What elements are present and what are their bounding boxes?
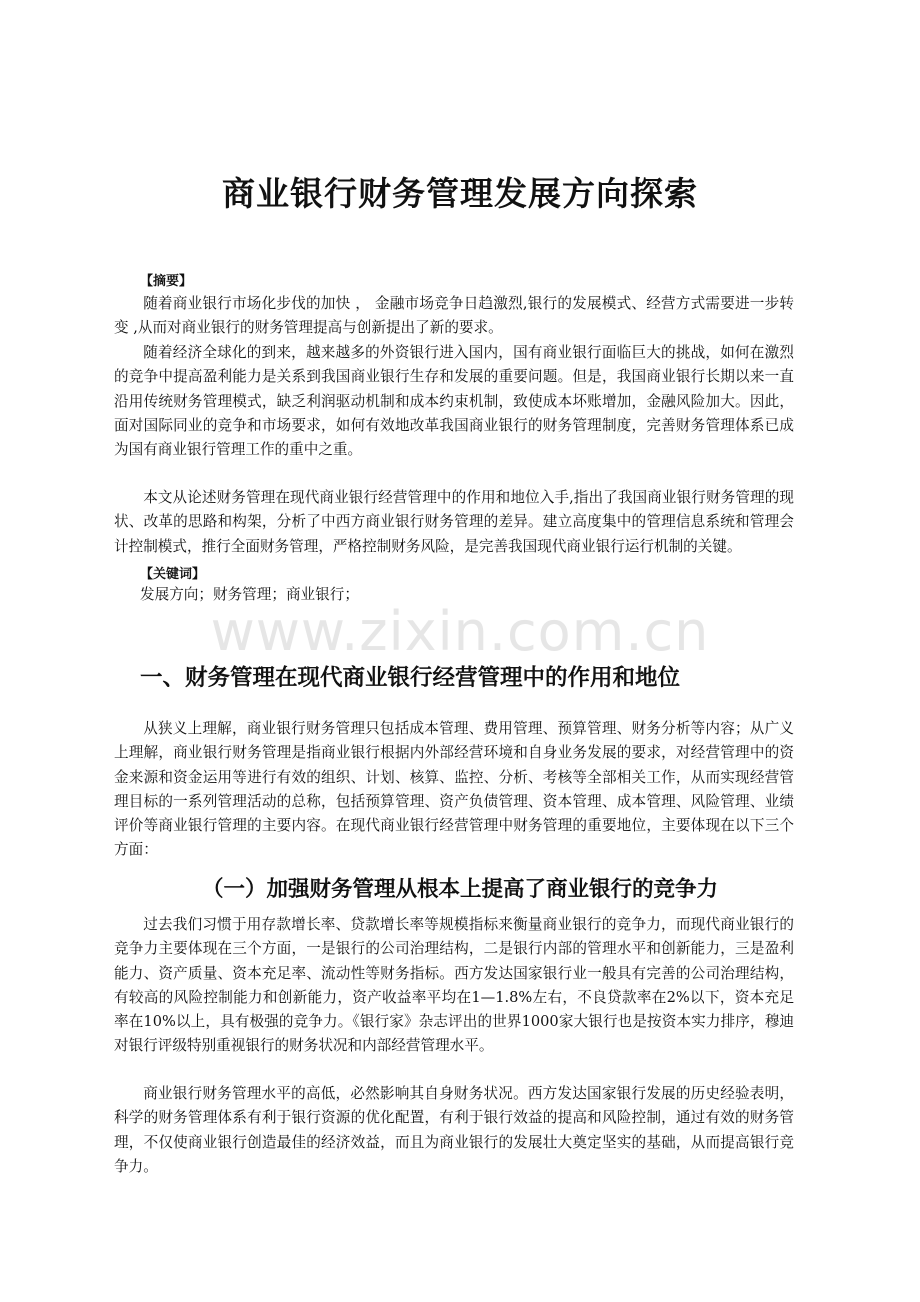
page-title: 商业银行财务管理发展方向探索 xyxy=(222,174,698,213)
abstract-label: 【摘要】 xyxy=(140,274,193,289)
subsection-heading-1: （一）加强财务管理从根本上提高了商业银行的竞争力 xyxy=(201,877,718,902)
abstract-paragraph-3: 本文从论述财务管理在现代商业银行经营管理中的作用和地位入手,指出了我国商业银行财务管理的现状、改革的思路和构架，分析了中西方商业银行财务管理的差异。建立高度集中的管理信息系统和管理会计控制模式，推行全面财务管理，严格控制财务风险，是完善我国现代商业银行运行机制的关键。 xyxy=(114,489,794,555)
abstract-paragraph-2: 随着经济全球化的到来，越来越多的外资银行进入国内，国有商业银行面临巨大的挑战，如何在激烈的竞争中提高盈利能力是关系到我国商业银行生存和发展的重要问题。但是，我国商业银行长期以来一直沿用传统财务管理模式，缺乏利润驱动机制和成本约束机制，致使成本坏账增加，金融风险加大。因此，面对国际同业的竞争和市场要求，如何有效地改革我国商业银行的财务管理制度，完善财务管理体系已成为国有商业银行管理工作的重中之重。 xyxy=(114,344,794,459)
keywords-text: 发展方向；财务管理；商业银行； xyxy=(140,586,359,603)
watermark: www.zixin.com.cn xyxy=(210,600,710,663)
abstract-paragraph-1: 随着商业银行市场化步伐的加快 ， 金融市场竞争日趋激烈,银行的发展模式、经营方式需要进一步转变 ,从而对商业银行的财务管理提高与创新提出了新的要求。 xyxy=(114,295,794,337)
section-1-paragraph: 从狭义上理解，商业银行财务管理只包括成本管理、费用管理、预算管理、财务分析等内容；从广义上理解，商业银行财务管理是指商业银行根据内外部经营环境和自身业务发展的要求，对经营管理中的资金来源和资金运用等进行有效的组织、计划、核算、监控、分析、考核等全部相关工作，从而实现经营管理目标的一系列管理活动的总称，包括预算管理、资产负债管理、资本管理、成本管理、风险管理、业绩评价等商业银行管理的主要内容。在现代商业银行经营管理中财务管理的重要地位，主要体现在以下三个方面： xyxy=(114,720,794,859)
subsection-1-paragraph-1: 过去我们习惯于用存款增长率、贷款增长率等规模指标来衡量商业银行的竞争力，而现代商业银行的竞争力主要体现在三个方面，一是银行的公司治理结构，二是银行内部的管理水平和创新能力，三是盈利能力、资产质量、资本充足率、流动性等财务指标。西方发达国家银行业一般具有完善的公司治理结构，有较高的风险控制能力和创新能力，资产收益率平均在1—1.8%左右，不良贷款率在2%以下，资本充足率在10%以上，具有极强的竞争力。《银行家》杂志评出的世界1000家大银行也是按资本实力排序，穆迪对银行评级特别重视银行的财务状况和内部经营管理水平。 xyxy=(114,916,794,1055)
subsection-1-paragraph-2: 商业银行财务管理水平的高低，必然影响其自身财务状况。西方发达国家银行发展的历史经验表明，科学的财务管理体系有利于银行资源的优化配置，有利于银行效益的提高和风险控制，通过有效的财务管理，不仅使商业银行创造最佳的经济效益，而且为商业银行的发展壮大奠定坚实的基础，从而提高银行竞争力。 xyxy=(114,1085,794,1175)
section-heading-1: 一、财务管理在现代商业银行经营管理中的作用和地位 xyxy=(140,665,681,691)
keywords-label: 【关键词】 xyxy=(140,567,206,582)
